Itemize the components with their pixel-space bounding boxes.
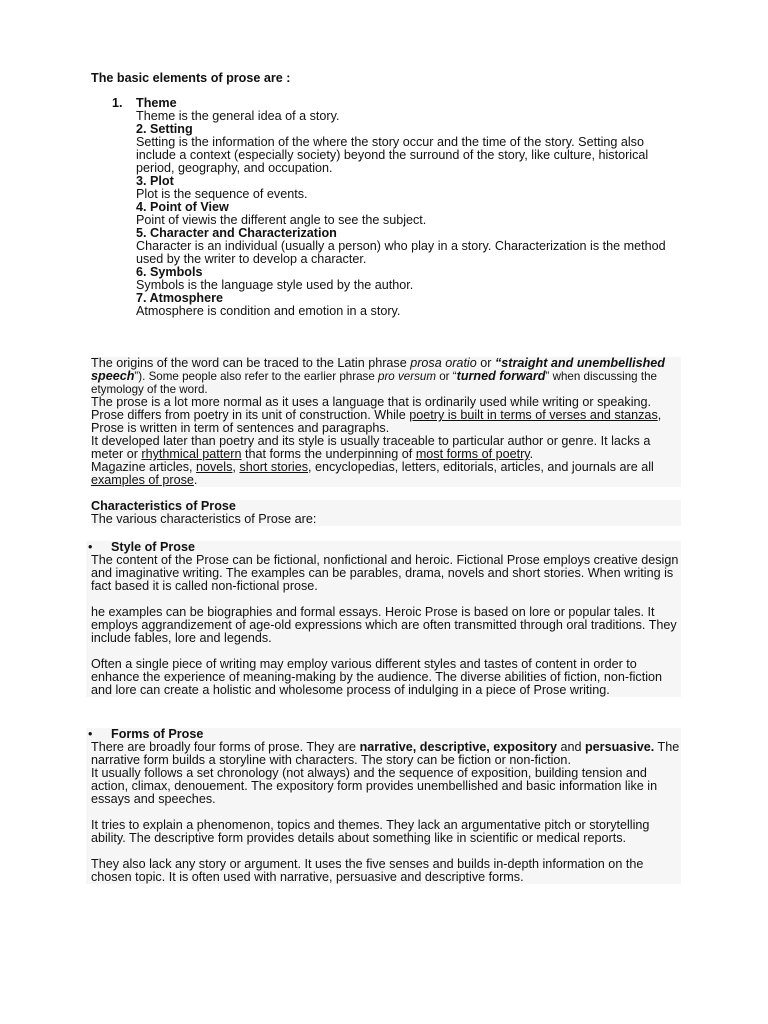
element-title: Theme: [136, 96, 177, 110]
text-bold-italic: “straight and unembellished speech: [91, 356, 665, 383]
origins-section: [91, 357, 681, 487]
element-point-of-view: [136, 201, 672, 227]
page-title: The basic elements of prose are :: [91, 71, 291, 85]
element-desc: Atmosphere is condition and emotion in a story.: [136, 304, 401, 318]
text: It developed later than poetry and its style is usually traceable to particular author or genre. It lacks a meter or: [91, 434, 651, 461]
element-title: 6. Symbols: [136, 265, 203, 279]
examples-of-prose-link[interactable]: examples of prose: [91, 473, 194, 487]
characteristics-section: [91, 500, 681, 526]
element-setting: [136, 123, 672, 175]
bullet-label: Style of Prose: [111, 540, 195, 554]
bullet-label: Forms of Prose: [111, 727, 204, 741]
forms-paragraph: They also lack any story or argument. It uses the five senses and builds in-depth information on the chosen topic. It is often used with narrative, persuasive and descriptive forms.: [91, 857, 644, 884]
element-title: 3. Plot: [136, 174, 174, 188]
text: The narrative form builds a storyline with characters. The story can be fiction or non-fiction.: [91, 740, 680, 767]
poetry-link[interactable]: poetry is built in terms of verses and stanzas: [409, 408, 658, 422]
style-paragraph: The content of the Prose can be fictional, nonfictional and heroic. Fictional Prose employs creative design and imaginative writing. The examples can be parables, drama, novels and short stories. When writing is fact based it is called non-fictional prose.: [91, 553, 679, 593]
bullet-icon: •: [88, 540, 93, 554]
element-desc: Symbols is the language style used by the author.: [136, 278, 414, 292]
text: .: [529, 447, 534, 461]
element-desc: Point of viewis the different angle to see the subject.: [136, 213, 427, 227]
text-bold: persuasive.: [584, 740, 655, 754]
element-atmosphere: [136, 292, 672, 318]
text: that forms the underpinning of: [241, 447, 416, 461]
section-intro: The various characteristics of Prose are:: [91, 512, 317, 526]
novels-link[interactable]: novels: [196, 460, 233, 474]
rhythmical-pattern-link[interactable]: rhythmical pattern: [141, 447, 242, 461]
forms-of-prose-section: [86, 728, 681, 884]
style-of-prose-section: [86, 541, 681, 697]
prose-history-paragraph: [91, 435, 681, 461]
prose-examples-paragraph: [91, 461, 681, 487]
bullet-icon: •: [88, 727, 93, 741]
text: .: [193, 473, 198, 487]
element-plot: [136, 175, 672, 201]
text-italic: prosa oratio: [410, 356, 477, 370]
prose-definition-paragraph: [91, 396, 681, 435]
element-title: 7. Atmosphere: [136, 291, 224, 305]
forms-paragraph: It tries to explain a phenomenon, topics and themes. They lack an argumentative pitch or storytelling ability. The descriptive form provides details about something like in scientific or medical reports.: [91, 818, 650, 845]
element-theme: [112, 97, 672, 123]
element-symbols: [136, 266, 672, 292]
forms-of-poetry-link[interactable]: most forms of poetry: [415, 447, 530, 461]
text: There are broadly four forms of prose. They are: [91, 740, 360, 754]
element-desc: Setting is the information of the where the story occur and the time of the story. Setting also include a context (especially society) beyond the surround of the story, like culture, historical period, geography, and occupation.: [136, 135, 649, 175]
element-desc: Theme is the general idea of a story.: [136, 109, 340, 123]
text-italic: pro versum: [378, 370, 436, 383]
style-paragraph: Often a single piece of writing may employ various different styles and tastes of content in order to enhance the experience of meaning-making by the audience. The diverse abilities of fiction, non-fiction and lore can create a holistic and wholesome process of indulging in a piece of Prose writing.: [91, 657, 663, 697]
text: Magazine articles,: [91, 460, 196, 474]
text: ,: [232, 460, 240, 474]
element-title: 4. Point of View: [136, 200, 229, 214]
text: , encyclopedias, letters, editorials, articles, and journals are all: [308, 460, 654, 474]
element-desc: Plot is the sequence of events.: [136, 187, 308, 201]
text-bold-italic: turned forward: [456, 369, 546, 383]
element-title: 5. Character and Characterization: [136, 226, 337, 240]
short-stories-link[interactable]: short stories: [239, 460, 308, 474]
text: The prose is a lot more normal as it uses a language that is ordinarily used while writing or speaking. Prose differs from poetry in its unit of construction. While: [91, 395, 652, 422]
text-bold: narrative, descriptive, expository: [359, 740, 557, 754]
element-character: [136, 227, 672, 266]
element-desc: Character is an individual (usually a person) who play in a story. Characterization is the method used by the writer to develop a character.: [136, 239, 666, 266]
section-heading: Characteristics of Prose: [91, 499, 236, 513]
text: , Prose is written in term of sentences and paragraphs.: [91, 408, 662, 435]
element-title: 2. Setting: [136, 122, 193, 136]
forms-paragraph: [91, 741, 681, 767]
elements-list: [112, 97, 672, 318]
text: or: [476, 356, 495, 370]
style-paragraph: he examples can be biographies and formal essays. Heroic Prose is based on lore or popular tales. It employs aggrandizement of age-old expressions which are often transmitted through oral traditions. They include fables, lore and legends.: [91, 605, 677, 645]
origins-paragraph: [91, 357, 681, 396]
text: ”). Some people also refer to the earlier phrase: [134, 370, 378, 383]
text: or “: [436, 370, 457, 383]
text: and: [556, 740, 585, 754]
list-number: 1.: [112, 96, 123, 110]
text: The origins of the word can be traced to the Latin phrase: [91, 356, 411, 370]
forms-paragraph: It usually follows a set chronology (not always) and the sequence of exposition, building tension and action, climax, denouement. The expository form provides unembellished and basic information like in essays and speeches.: [91, 766, 658, 806]
text: ” when discussing the etymology of the word.: [91, 370, 657, 396]
